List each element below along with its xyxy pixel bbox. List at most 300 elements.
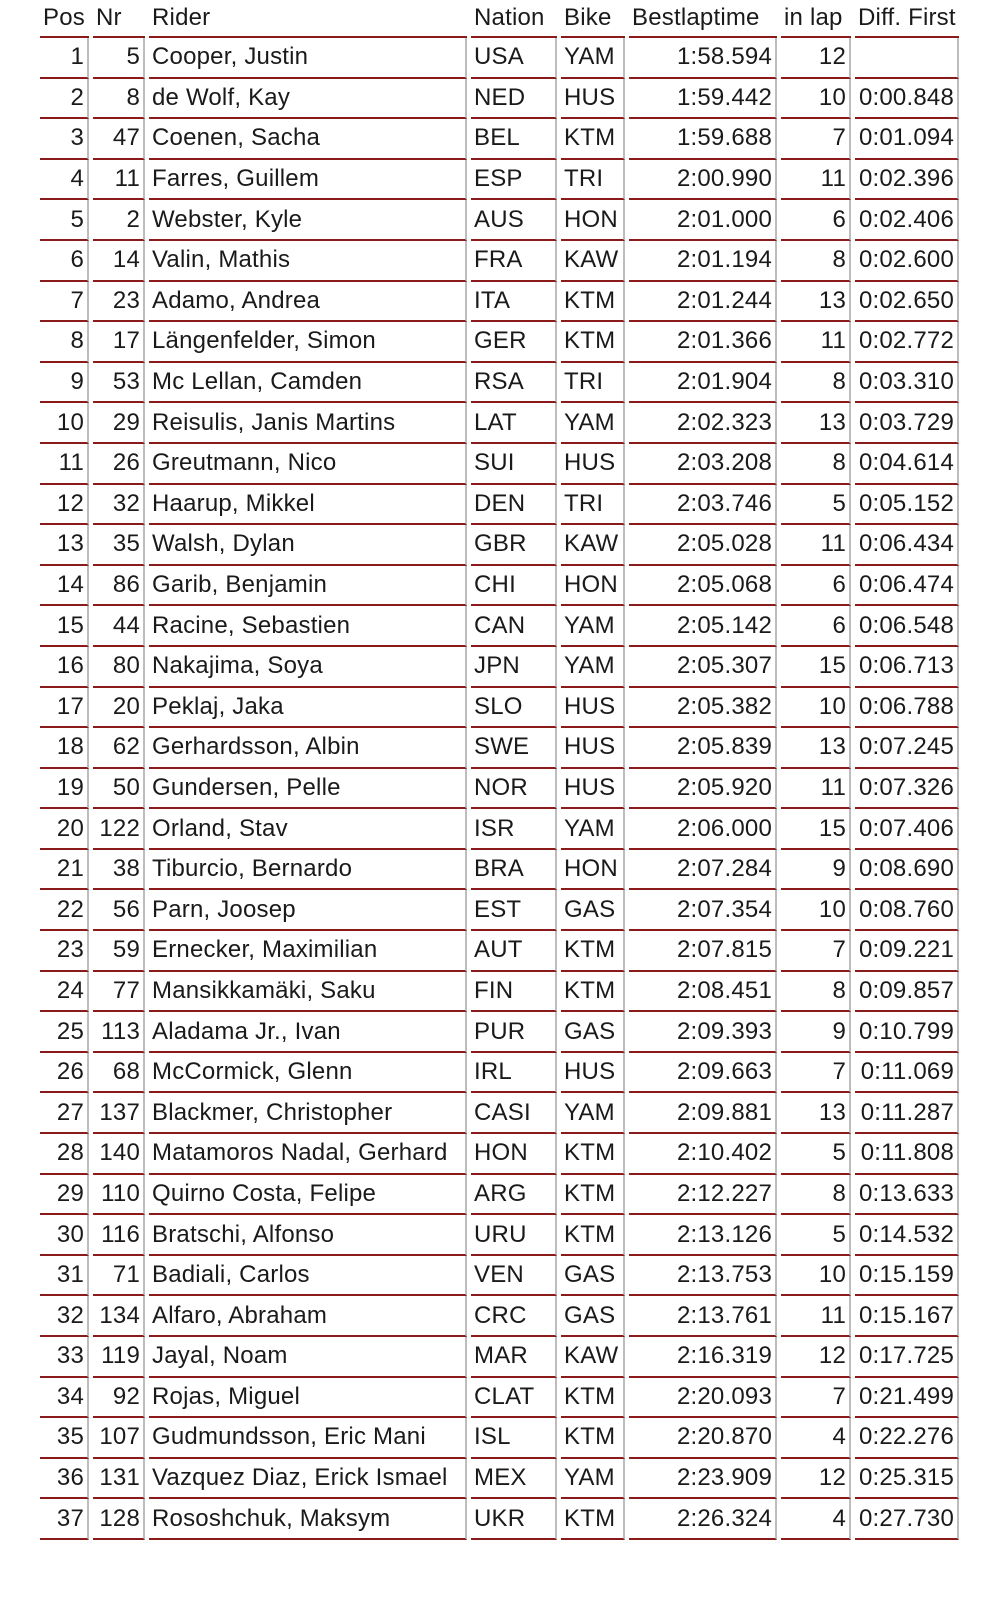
cell-in-lap: 9: [781, 850, 851, 891]
cell-in-lap: 11: [781, 1296, 851, 1337]
table-row: [40, 241, 959, 282]
table-row: [40, 890, 959, 931]
cell-rider: Haarup, Mikkel: [149, 485, 467, 526]
cell-nr: 80: [93, 647, 145, 688]
cell-nation: ARG: [471, 1175, 557, 1216]
cell-bestlaptime: 2:09.393: [629, 1012, 777, 1053]
cell-bestlaptime: 2:05.028: [629, 525, 777, 566]
cell-diff-first: 0:27.730: [855, 1499, 959, 1540]
cell-pos: 21: [40, 850, 89, 891]
cell-bestlaptime: 2:13.761: [629, 1296, 777, 1337]
cell-diff-first: 0:22.276: [855, 1418, 959, 1459]
cell-nr: 35: [93, 525, 145, 566]
cell-diff-first: 0:15.159: [855, 1256, 959, 1297]
cell-nr: 26: [93, 444, 145, 485]
cell-bike: TRI: [561, 160, 625, 201]
cell-pos: 24: [40, 972, 89, 1013]
cell-diff-first: 0:06.474: [855, 566, 959, 607]
cell-in-lap: 11: [781, 525, 851, 566]
cell-pos: 2: [40, 79, 89, 120]
cell-bestlaptime: 2:13.126: [629, 1215, 777, 1256]
cell-bestlaptime: 2:23.909: [629, 1459, 777, 1500]
cell-pos: 9: [40, 363, 89, 404]
cell-nr: 71: [93, 1256, 145, 1297]
cell-bestlaptime: 2:05.068: [629, 566, 777, 607]
cell-bike: GAS: [561, 1256, 625, 1297]
cell-in-lap: 7: [781, 1053, 851, 1094]
cell-nr: 137: [93, 1093, 145, 1134]
cell-bestlaptime: 2:00.990: [629, 160, 777, 201]
cell-diff-first: 0:05.152: [855, 485, 959, 526]
cell-diff-first: 0:13.633: [855, 1175, 959, 1216]
cell-bike: HON: [561, 566, 625, 607]
cell-bike: KTM: [561, 1499, 625, 1540]
cell-bestlaptime: 2:05.307: [629, 647, 777, 688]
cell-nr: 59: [93, 931, 145, 972]
cell-rider: Valin, Mathis: [149, 241, 467, 282]
cell-bestlaptime: 2:07.354: [629, 890, 777, 931]
cell-bestlaptime: 2:26.324: [629, 1499, 777, 1540]
cell-nr: 86: [93, 566, 145, 607]
cell-in-lap: 6: [781, 200, 851, 241]
cell-bike: KAW: [561, 525, 625, 566]
cell-rider: Nakajima, Soya: [149, 647, 467, 688]
cell-nr: 113: [93, 1012, 145, 1053]
cell-bestlaptime: 2:01.366: [629, 322, 777, 363]
cell-bike: YAM: [561, 403, 625, 444]
cell-pos: 34: [40, 1378, 89, 1419]
cell-nation: CRC: [471, 1296, 557, 1337]
cell-nr: 116: [93, 1215, 145, 1256]
table-row: [40, 1418, 959, 1459]
cell-pos: 30: [40, 1215, 89, 1256]
cell-bestlaptime: 2:03.746: [629, 485, 777, 526]
cell-in-lap: 10: [781, 688, 851, 729]
cell-pos: 13: [40, 525, 89, 566]
cell-in-lap: 10: [781, 79, 851, 120]
cell-diff-first: 0:02.406: [855, 200, 959, 241]
cell-nation: GER: [471, 322, 557, 363]
cell-rider: Längenfelder, Simon: [149, 322, 467, 363]
cell-rider: Gerhardsson, Albin: [149, 728, 467, 769]
cell-pos: 28: [40, 1134, 89, 1175]
cell-diff-first: 0:06.788: [855, 688, 959, 729]
cell-diff-first: 0:11.287: [855, 1093, 959, 1134]
cell-nr: 32: [93, 485, 145, 526]
cell-in-lap: 6: [781, 606, 851, 647]
cell-nr: 44: [93, 606, 145, 647]
cell-nation: VEN: [471, 1256, 557, 1297]
cell-bike: HON: [561, 200, 625, 241]
cell-pos: 15: [40, 606, 89, 647]
cell-rider: Gundersen, Pelle: [149, 769, 467, 810]
cell-rider: Rososhchuk, Maksym: [149, 1499, 467, 1540]
cell-nr: 17: [93, 322, 145, 363]
cell-rider: Badiali, Carlos: [149, 1256, 467, 1297]
table-row: [40, 566, 959, 607]
table-row: [40, 160, 959, 201]
cell-nr: 110: [93, 1175, 145, 1216]
cell-rider: McCormick, Glenn: [149, 1053, 467, 1094]
table-row: [40, 1215, 959, 1256]
table-row: [40, 403, 959, 444]
cell-nation: NOR: [471, 769, 557, 810]
cell-diff-first: 0:25.315: [855, 1459, 959, 1500]
cell-rider: Mc Lellan, Camden: [149, 363, 467, 404]
cell-in-lap: 11: [781, 769, 851, 810]
cell-nation: CAN: [471, 606, 557, 647]
table-row: [40, 1134, 959, 1175]
cell-bestlaptime: 2:01.244: [629, 282, 777, 323]
cell-rider: Jayal, Noam: [149, 1337, 467, 1378]
cell-bike: YAM: [561, 1459, 625, 1500]
table-row: [40, 769, 959, 810]
table-row: [40, 1499, 959, 1540]
cell-rider: Matamoros Nadal, Gerhard: [149, 1134, 467, 1175]
cell-in-lap: 13: [781, 282, 851, 323]
cell-nr: 134: [93, 1296, 145, 1337]
cell-nr: 38: [93, 850, 145, 891]
cell-bike: KTM: [561, 931, 625, 972]
cell-bike: HUS: [561, 444, 625, 485]
cell-bestlaptime: 2:09.881: [629, 1093, 777, 1134]
cell-bike: KTM: [561, 1134, 625, 1175]
header-in-lap: in lap: [781, 0, 851, 38]
cell-in-lap: 11: [781, 322, 851, 363]
cell-pos: 1: [40, 38, 89, 79]
cell-diff-first: 0:09.221: [855, 931, 959, 972]
cell-rider: Racine, Sebastien: [149, 606, 467, 647]
cell-bestlaptime: 2:16.319: [629, 1337, 777, 1378]
cell-nation: HON: [471, 1134, 557, 1175]
cell-bike: KTM: [561, 282, 625, 323]
cell-nation: RSA: [471, 363, 557, 404]
cell-nation: AUT: [471, 931, 557, 972]
cell-nation: FRA: [471, 241, 557, 282]
cell-bike: YAM: [561, 809, 625, 850]
table-row: [40, 525, 959, 566]
cell-bike: HUS: [561, 1053, 625, 1094]
cell-nr: 5: [93, 38, 145, 79]
cell-bike: GAS: [561, 1296, 625, 1337]
cell-pos: 5: [40, 200, 89, 241]
table-row: [40, 119, 959, 160]
cell-in-lap: 5: [781, 485, 851, 526]
cell-bestlaptime: 2:01.000: [629, 200, 777, 241]
cell-bike: KTM: [561, 322, 625, 363]
cell-in-lap: 12: [781, 38, 851, 79]
cell-nation: BRA: [471, 850, 557, 891]
cell-rider: Farres, Guillem: [149, 160, 467, 201]
header-pos: Pos: [40, 0, 89, 38]
cell-bestlaptime: 2:05.920: [629, 769, 777, 810]
table-row: [40, 972, 959, 1013]
cell-in-lap: 10: [781, 1256, 851, 1297]
cell-in-lap: 6: [781, 566, 851, 607]
cell-nation: DEN: [471, 485, 557, 526]
cell-in-lap: 15: [781, 809, 851, 850]
cell-rider: Reisulis, Janis Martins: [149, 403, 467, 444]
cell-nr: 62: [93, 728, 145, 769]
cell-pos: 14: [40, 566, 89, 607]
cell-bike: KAW: [561, 241, 625, 282]
cell-nr: 107: [93, 1418, 145, 1459]
cell-nr: 53: [93, 363, 145, 404]
cell-rider: Cooper, Justin: [149, 38, 467, 79]
cell-nation: EST: [471, 890, 557, 931]
cell-nr: 2: [93, 200, 145, 241]
results-sheet: [36, 0, 963, 1540]
header-bike: Bike: [561, 0, 625, 38]
cell-bike: GAS: [561, 890, 625, 931]
cell-diff-first: 0:15.167: [855, 1296, 959, 1337]
cell-in-lap: 13: [781, 403, 851, 444]
cell-bike: KTM: [561, 1175, 625, 1216]
cell-pos: 19: [40, 769, 89, 810]
cell-diff-first: 0:09.857: [855, 972, 959, 1013]
table-row: [40, 1337, 959, 1378]
cell-bike: KTM: [561, 972, 625, 1013]
cell-nr: 20: [93, 688, 145, 729]
cell-bike: HUS: [561, 728, 625, 769]
cell-nr: 14: [93, 241, 145, 282]
cell-diff-first: 0:11.808: [855, 1134, 959, 1175]
cell-bestlaptime: 2:07.284: [629, 850, 777, 891]
cell-diff-first: 0:17.725: [855, 1337, 959, 1378]
table-row: [40, 1296, 959, 1337]
cell-bestlaptime: 2:12.227: [629, 1175, 777, 1216]
cell-rider: Coenen, Sacha: [149, 119, 467, 160]
cell-in-lap: 10: [781, 890, 851, 931]
cell-diff-first: 0:02.650: [855, 282, 959, 323]
cell-bestlaptime: 2:13.753: [629, 1256, 777, 1297]
cell-nation: CHI: [471, 566, 557, 607]
table-row: [40, 1053, 959, 1094]
header-nr: Nr: [93, 0, 145, 38]
cell-bestlaptime: 1:58.594: [629, 38, 777, 79]
table-row: [40, 728, 959, 769]
cell-nation: JPN: [471, 647, 557, 688]
cell-diff-first: 0:14.532: [855, 1215, 959, 1256]
cell-in-lap: 4: [781, 1418, 851, 1459]
cell-rider: Greutmann, Nico: [149, 444, 467, 485]
cell-nr: 29: [93, 403, 145, 444]
cell-diff-first: 0:07.326: [855, 769, 959, 810]
cell-nation: USA: [471, 38, 557, 79]
cell-diff-first: 0:04.614: [855, 444, 959, 485]
cell-bike: HUS: [561, 769, 625, 810]
cell-diff-first: [855, 38, 959, 79]
table-row: [40, 931, 959, 972]
cell-nation: BEL: [471, 119, 557, 160]
header-nation: Nation: [471, 0, 557, 38]
cell-nation: URU: [471, 1215, 557, 1256]
table-row: [40, 1175, 959, 1216]
cell-bike: HUS: [561, 688, 625, 729]
cell-bike: YAM: [561, 38, 625, 79]
cell-bike: KTM: [561, 119, 625, 160]
table-row: [40, 647, 959, 688]
cell-nation: FIN: [471, 972, 557, 1013]
cell-nation: IRL: [471, 1053, 557, 1094]
cell-bestlaptime: 2:10.402: [629, 1134, 777, 1175]
cell-diff-first: 0:08.760: [855, 890, 959, 931]
cell-nr: 56: [93, 890, 145, 931]
cell-bike: TRI: [561, 485, 625, 526]
cell-bike: YAM: [561, 1093, 625, 1134]
table-row: [40, 1256, 959, 1297]
cell-bestlaptime: 2:06.000: [629, 809, 777, 850]
cell-pos: 12: [40, 485, 89, 526]
table-row: [40, 1459, 959, 1500]
cell-diff-first: 0:01.094: [855, 119, 959, 160]
cell-pos: 29: [40, 1175, 89, 1216]
cell-nr: 92: [93, 1378, 145, 1419]
cell-in-lap: 12: [781, 1459, 851, 1500]
cell-bestlaptime: 2:05.382: [629, 688, 777, 729]
cell-pos: 37: [40, 1499, 89, 1540]
cell-nr: 128: [93, 1499, 145, 1540]
cell-diff-first: 0:07.406: [855, 809, 959, 850]
table-row: [40, 809, 959, 850]
table-row: [40, 1093, 959, 1134]
cell-rider: Mansikkamäki, Saku: [149, 972, 467, 1013]
table-row: [40, 363, 959, 404]
table-row: [40, 606, 959, 647]
cell-rider: Peklaj, Jaka: [149, 688, 467, 729]
cell-rider: Aladama Jr., Ivan: [149, 1012, 467, 1053]
cell-pos: 16: [40, 647, 89, 688]
cell-pos: 18: [40, 728, 89, 769]
cell-in-lap: 8: [781, 972, 851, 1013]
results-table: [36, 0, 963, 1540]
cell-pos: 23: [40, 931, 89, 972]
cell-bestlaptime: 1:59.688: [629, 119, 777, 160]
cell-bestlaptime: 2:07.815: [629, 931, 777, 972]
cell-rider: Bratschi, Alfonso: [149, 1215, 467, 1256]
cell-nr: 131: [93, 1459, 145, 1500]
cell-pos: 27: [40, 1093, 89, 1134]
cell-pos: 26: [40, 1053, 89, 1094]
cell-in-lap: 7: [781, 931, 851, 972]
cell-nation: LAT: [471, 403, 557, 444]
cell-pos: 6: [40, 241, 89, 282]
header-row: [40, 0, 959, 38]
cell-in-lap: 5: [781, 1215, 851, 1256]
cell-bike: KAW: [561, 1337, 625, 1378]
cell-diff-first: 0:03.310: [855, 363, 959, 404]
cell-in-lap: 4: [781, 1499, 851, 1540]
cell-bestlaptime: 2:20.093: [629, 1378, 777, 1419]
cell-nr: 23: [93, 282, 145, 323]
cell-bike: TRI: [561, 363, 625, 404]
cell-nation: AUS: [471, 200, 557, 241]
cell-nation: UKR: [471, 1499, 557, 1540]
cell-diff-first: 0:03.729: [855, 403, 959, 444]
cell-bike: YAM: [561, 606, 625, 647]
cell-nation: ESP: [471, 160, 557, 201]
cell-nation: NED: [471, 79, 557, 120]
cell-nation: CASI: [471, 1093, 557, 1134]
cell-diff-first: 0:06.713: [855, 647, 959, 688]
cell-rider: de Wolf, Kay: [149, 79, 467, 120]
cell-diff-first: 0:10.799: [855, 1012, 959, 1053]
table-row: [40, 485, 959, 526]
cell-pos: 17: [40, 688, 89, 729]
cell-diff-first: 0:02.600: [855, 241, 959, 282]
table-row: [40, 1378, 959, 1419]
cell-in-lap: 15: [781, 647, 851, 688]
cell-pos: 33: [40, 1337, 89, 1378]
cell-bike: KTM: [561, 1215, 625, 1256]
cell-nr: 50: [93, 769, 145, 810]
cell-bestlaptime: 2:05.142: [629, 606, 777, 647]
cell-bestlaptime: 1:59.442: [629, 79, 777, 120]
cell-diff-first: 0:07.245: [855, 728, 959, 769]
cell-diff-first: 0:02.772: [855, 322, 959, 363]
table-row: [40, 688, 959, 729]
cell-pos: 10: [40, 403, 89, 444]
cell-diff-first: 0:02.396: [855, 160, 959, 201]
cell-nation: GBR: [471, 525, 557, 566]
cell-rider: Rojas, Miguel: [149, 1378, 467, 1419]
cell-pos: 20: [40, 809, 89, 850]
cell-in-lap: 9: [781, 1012, 851, 1053]
cell-bike: HON: [561, 850, 625, 891]
cell-in-lap: 5: [781, 1134, 851, 1175]
cell-rider: Vazquez Diaz, Erick Ismael: [149, 1459, 467, 1500]
cell-rider: Gudmundsson, Eric Mani: [149, 1418, 467, 1459]
cell-rider: Parn, Joosep: [149, 890, 467, 931]
cell-rider: Tiburcio, Bernardo: [149, 850, 467, 891]
cell-pos: 32: [40, 1296, 89, 1337]
cell-nation: MEX: [471, 1459, 557, 1500]
cell-rider: Orland, Stav: [149, 809, 467, 850]
cell-nation: ISL: [471, 1418, 557, 1459]
cell-rider: Quirno Costa, Felipe: [149, 1175, 467, 1216]
cell-bike: KTM: [561, 1378, 625, 1419]
cell-rider: Webster, Kyle: [149, 200, 467, 241]
header-bestlaptime: Bestlaptime: [629, 0, 777, 38]
cell-in-lap: 8: [781, 241, 851, 282]
cell-bestlaptime: 2:09.663: [629, 1053, 777, 1094]
cell-pos: 36: [40, 1459, 89, 1500]
cell-pos: 22: [40, 890, 89, 931]
cell-pos: 11: [40, 444, 89, 485]
cell-pos: 4: [40, 160, 89, 201]
table-row: [40, 444, 959, 485]
cell-bike: YAM: [561, 647, 625, 688]
cell-nation: ITA: [471, 282, 557, 323]
cell-nr: 68: [93, 1053, 145, 1094]
cell-bike: HUS: [561, 79, 625, 120]
cell-in-lap: 7: [781, 1378, 851, 1419]
table-row: [40, 1012, 959, 1053]
cell-diff-first: 0:06.434: [855, 525, 959, 566]
cell-diff-first: 0:06.548: [855, 606, 959, 647]
cell-nation: SLO: [471, 688, 557, 729]
cell-rider: Alfaro, Abraham: [149, 1296, 467, 1337]
cell-diff-first: 0:00.848: [855, 79, 959, 120]
cell-nation: PUR: [471, 1012, 557, 1053]
cell-bike: GAS: [561, 1012, 625, 1053]
cell-pos: 25: [40, 1012, 89, 1053]
cell-pos: 35: [40, 1418, 89, 1459]
cell-rider: Garib, Benjamin: [149, 566, 467, 607]
table-row: [40, 282, 959, 323]
cell-pos: 31: [40, 1256, 89, 1297]
cell-in-lap: 8: [781, 444, 851, 485]
